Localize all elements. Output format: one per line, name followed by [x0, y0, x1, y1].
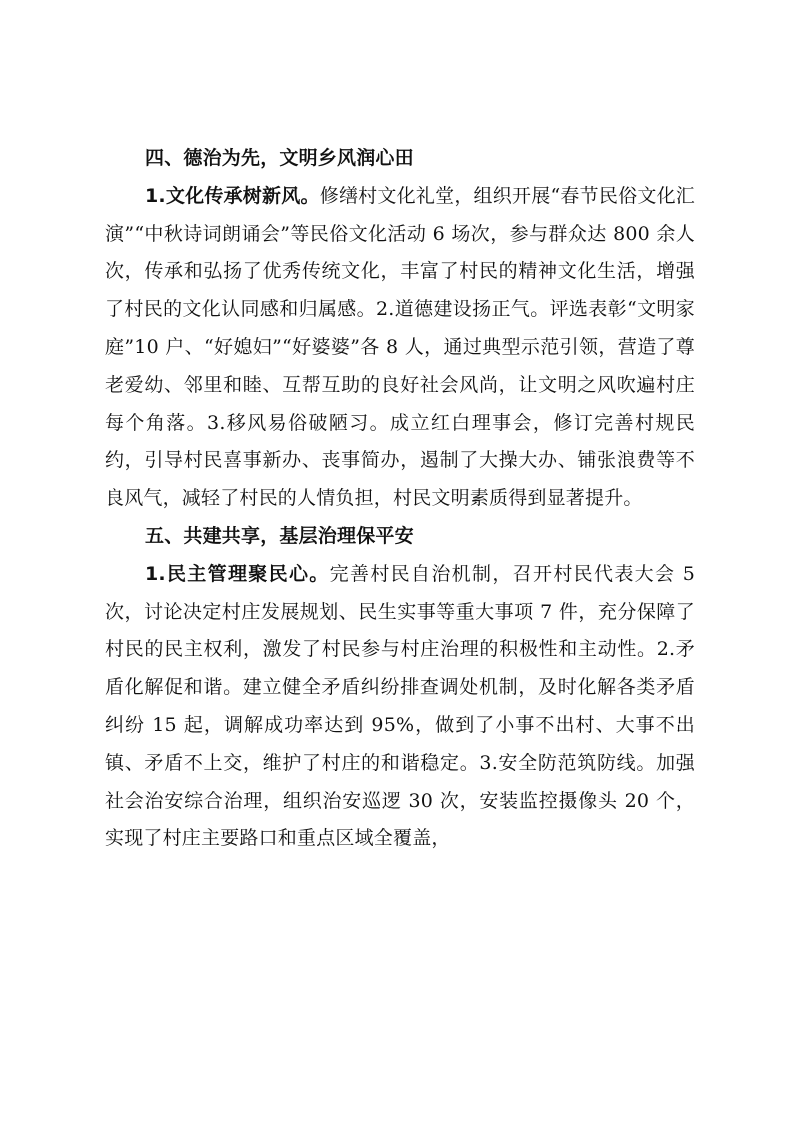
paragraph-lead: 1.文化传承树新风。: [145, 184, 320, 207]
document-page: [105, 140, 695, 858]
section-paragraph: [105, 178, 695, 518]
paragraph-lead: 1.民主管理聚民心。: [145, 562, 330, 585]
paragraph-body: 修缮村文化礼堂，组织开展“春节民俗文化汇演”“中秋诗词朗诵会”等民俗文化活动 6 场次，参与群众达 800 余人次，传承和弘扬了优秀传统文化，丰富了村民的精神文化生活，增强了村民的文化认同感和归属感。2.道德建设扬正气。评选表彰“文明家庭”10 户、“好媳妇”“好婆婆”各 8 人，通过典型示范引领，营造了尊老爱幼、邻里和睦、互帮互助的良好社会风尚，让文明之风吹遍村庄每个角落。3.移风易俗破陋习。成立红白理事会，修订完善村规民约，引导村民喜事新办、丧事简办，遏制了大操大办、铺张浪费等不良风气，减轻了村民的人情负担，村民文明素质得到显著提升。: [105, 184, 695, 510]
section-paragraph: [105, 556, 695, 858]
section-heading: 五、共建共享，基层治理保平安: [145, 524, 414, 547]
paragraph-body: 完善村民自治机制，召开村民代表大会 5 次，讨论决定村庄发展规划、民生实事等重大事项 7 件，充分保障了村民的民主权利，激发了村民参与村庄治理的积极性和主动性。2.矛盾化解促和谐。建立健全矛盾纠纷排查调处机制，及时化解各类矛盾纠纷 15 起，调解成功率达到 95%，做到了小事不出村、大事不出镇、矛盾不上交，维护了村庄的和谐稳定。3.安全防范筑防线。加强社会治安综合治理，组织治安巡逻 30 次，安装监控摄像头 20 个，实现了村庄主要路口和重点区域全覆盖，: [105, 562, 695, 850]
section-heading: 四、德治为先，文明乡风润心田: [145, 147, 414, 169]
